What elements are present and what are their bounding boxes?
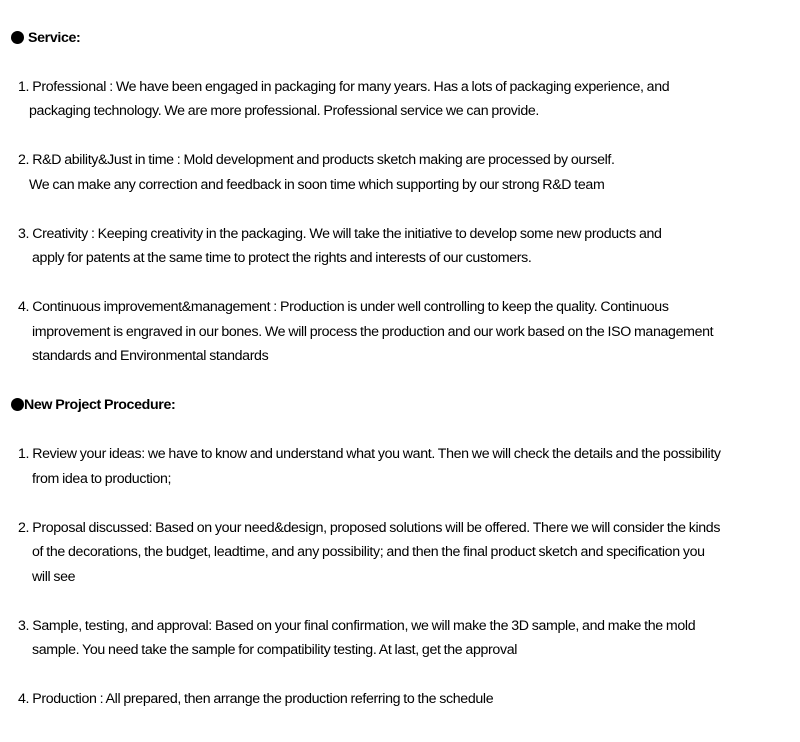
item-text: Proposal discussed: Based on your need&design, proposed solutions will be offered. There we will consider the kinds [32,520,721,536]
service-item-1-line-1 [18,78,669,96]
procedure-item-2-line-1 [18,519,720,537]
item-text: Creativity : Keeping creativity in the packaging. We will take the initiative to develop some new products and [32,226,662,242]
item-number: 1. [18,79,30,95]
bullet-icon [11,398,24,411]
procedure-item-1-line-1 [18,445,721,463]
service-item-2-line-1 [18,151,615,169]
procedure-item-3-line-2: sample. You need take the sample for compatibility testing. At last, get the approval [32,642,518,658]
item-text: Production : All prepared, then arrange the production referring to the schedule [32,691,494,707]
item-number: 1. [18,446,30,462]
item-text: R&D ability&Just in time : Mold development and products sketch making are processed by ourself. [32,152,615,168]
service-item-3-line-2: apply for patents at the same time to protect the rights and interests of our customers. [32,250,532,266]
procedure-heading-text: New Project Procedure: [24,397,176,413]
item-text: Continuous improvement&management : Production is under well controlling to keep the quality. Continuous [32,299,669,315]
item-number: 3. [18,226,30,242]
service-heading-text: Service: [28,30,81,46]
service-item-1-line-2: packaging technology. We are more professional. Professional service we can provide. [29,103,540,119]
item-number: 2. [18,520,30,536]
procedure-item-1-line-2: from idea to production; [32,471,172,487]
procedure-item-2-line-3: will see [32,569,76,585]
service-item-3-line-1 [18,225,662,243]
item-number: 3. [18,618,30,634]
service-heading [11,29,80,47]
item-number: 4. [18,691,30,707]
procedure-item-3-line-1 [18,617,695,635]
item-number: 2. [18,152,30,168]
procedure-item-4-line-1 [18,690,493,708]
procedure-item-2-line-2: of the decorations, the budget, leadtime, and any possibility; and then the final product sketch and specification you [32,544,705,560]
service-item-2-line-2: We can make any correction and feedback in soon time which supporting by our strong R&D team [29,177,605,193]
bullet-icon [11,31,24,44]
item-text: Review your ideas: we have to know and understand what you want. Then we will check the details and the possibility [32,446,721,462]
item-text: Professional : We have been engaged in packaging for many years. Has a lots of packaging experience, and [32,79,670,95]
service-item-4-line-1 [18,298,669,316]
item-text: Sample, testing, and approval: Based on your final confirmation, we will make the 3D sample, and make the mold [32,618,696,634]
service-item-4-line-2: improvement is engraved in our bones. We will process the production and our work based on the ISO management [32,324,714,340]
service-item-4-line-3: standards and Environmental standards [32,348,269,364]
item-number: 4. [18,299,30,315]
procedure-heading [11,396,175,414]
